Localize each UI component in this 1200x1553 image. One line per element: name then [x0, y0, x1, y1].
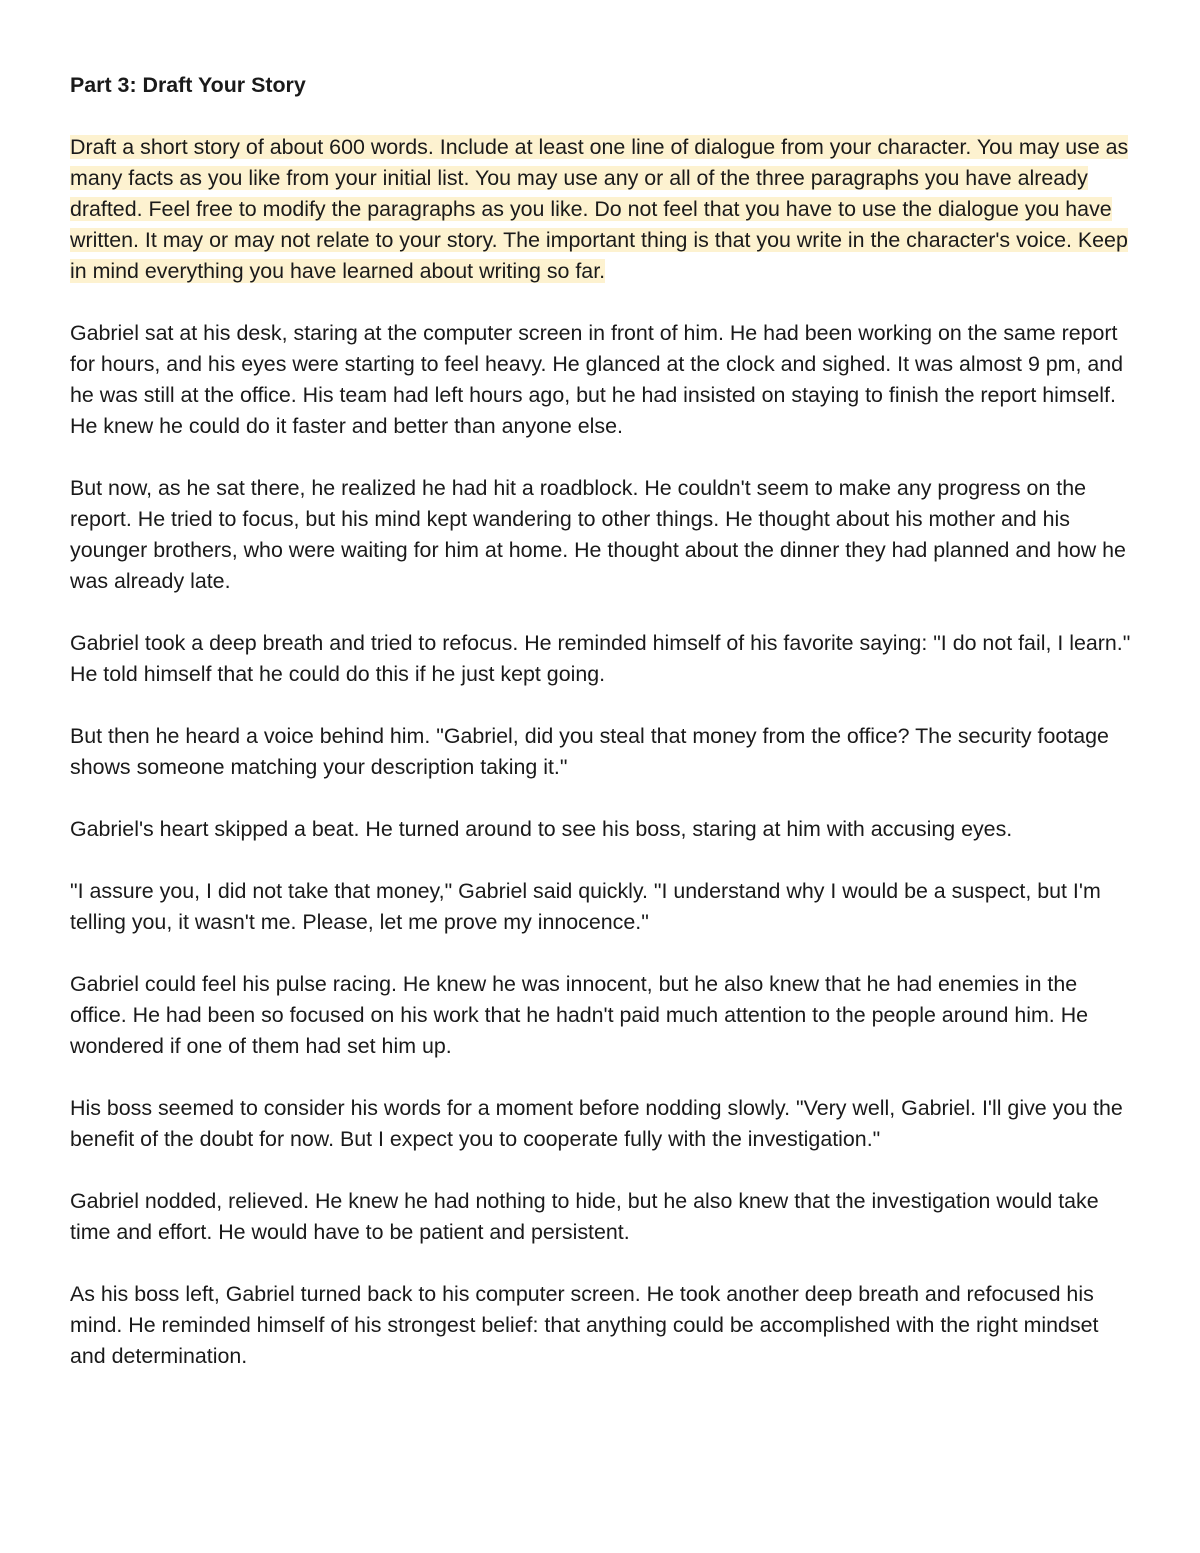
story-paragraph-10: As his boss left, Gabriel turned back to his computer screen. He took another deep breath and refocused his mind. He reminded himself of his strongest belief: that anything could be accomplished with the right mindset and determination. [70, 1282, 1099, 1368]
story-paragraph-1: Gabriel sat at his desk, staring at the computer screen in front of him. He had been working on the same report for hours, and his eyes were starting to feel heavy. He glanced at the clock and sighed. It was almost 9 pm, and he was still at the office. His team had left hours ago, but he had insisted on staying to finish the report himself. He knew he could do it faster and better than anyone else. [70, 321, 1124, 438]
instructions-highlight: Draft a short story of about 600 words. Include at least one line of dialogue from your character. You may use as many facts as you like from your initial list. You may use any or all of the three paragraphs you have already drafted. Feel free to modify the paragraphs as you like. Do not feel that you have to use the dialogue you have written. It may or may not relate to your story. The important thing is that you write in the character's voice. Keep in mind everything you have learned about writing so far. [70, 135, 1129, 283]
story-paragraph-7: Gabriel could feel his pulse racing. He knew he was innocent, but he also knew that he had enemies in the office. He had been so focused on his work that he hadn't paid much attention to the people around him. He wondered if one of them had set him up. [70, 972, 1089, 1058]
story-paragraph-4: But then he heard a voice behind him. "Gabriel, did you steal that money from the office? The security footage shows someone matching your description taking it." [70, 724, 1109, 779]
instructions-paragraph [70, 132, 1135, 287]
story-paragraph-5: Gabriel's heart skipped a beat. He turned around to see his boss, staring at him with accusing eyes. [70, 817, 1013, 841]
story-paragraph-6: "I assure you, I did not take that money," Gabriel said quickly. "I understand why I would be a suspect, but I'm telling you, it wasn't me. Please, let me prove my innocence." [70, 879, 1101, 934]
page-title: Part 3: Draft Your Story [70, 73, 306, 97]
story-paragraph-9: Gabriel nodded, relieved. He knew he had nothing to hide, but he also knew that the investigation would take time and effort. He would have to be patient and persistent. [70, 1189, 1099, 1244]
story-paragraph-2: But now, as he sat there, he realized he had hit a roadblock. He couldn't seem to make any progress on the report. He tried to focus, but his mind kept wandering to other things. He thought about his mother and his younger brothers, who were waiting for him at home. He thought about the dinner they had planned and how he was already late. [70, 476, 1126, 593]
story-paragraph-3: Gabriel took a deep breath and tried to refocus. He reminded himself of his favorite saying: "I do not fail, I learn." He told himself that he could do this if he just kept going. [70, 631, 1131, 686]
story-paragraph-8: His boss seemed to consider his words for a moment before nodding slowly. "Very well, Gabriel. I'll give you the benefit of the doubt for now. But I expect you to cooperate fully with the investigation." [70, 1096, 1123, 1151]
document-page [70, 70, 1135, 1403]
